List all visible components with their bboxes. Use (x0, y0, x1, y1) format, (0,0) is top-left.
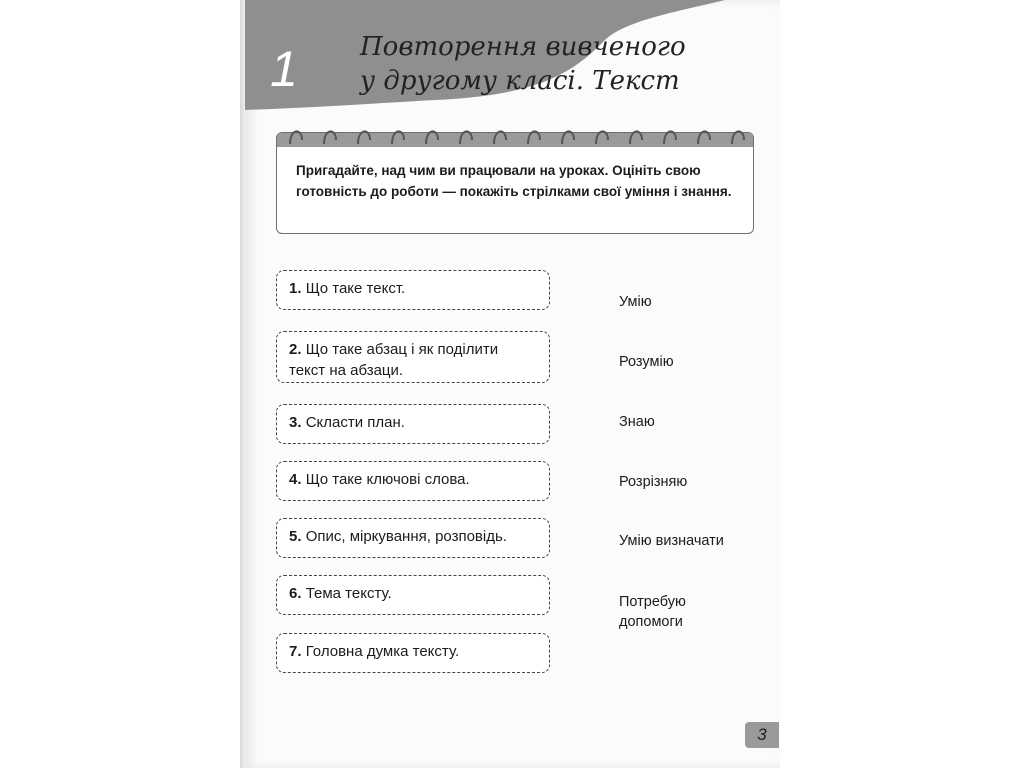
skill-label-2: Розумію (619, 354, 674, 370)
skill-label-6: Потребую допомоги (619, 594, 686, 630)
list-item-3 (276, 404, 550, 444)
item-number: 7. (289, 643, 302, 660)
skill-label-4: Розрізняю (619, 474, 688, 490)
item-number: 6. (289, 585, 302, 602)
task-instructions: Пригадайте, над чим ви працювали на уроках. Оцініть свою готовність до роботи — покажіть стрілками свої уміння і знання. (296, 163, 732, 199)
list-item-2 (276, 331, 550, 383)
skill-label-5: Умію визначати (619, 533, 724, 549)
list-item-1 (276, 270, 550, 310)
list-item-6 (276, 575, 550, 615)
page-title (360, 30, 690, 98)
item-text: Опис, міркування, розповідь. (305, 528, 507, 545)
item-text: Що таке текст. (305, 280, 406, 297)
item-number: 4. (289, 471, 302, 488)
item-text: Тема тексту. (305, 585, 392, 602)
list-item-7 (276, 633, 550, 673)
page-number: 3 (745, 722, 779, 748)
item-text: Головна думка тексту. (305, 643, 460, 660)
spiral-rings-icon (276, 118, 752, 148)
list-item-4 (276, 461, 550, 501)
item-number: 1. (289, 280, 302, 297)
item-text: Скласти план. (305, 414, 405, 431)
title-line-2: у другому класі. Текст (360, 66, 680, 96)
title-line-1: Повторення вивченого (360, 32, 686, 62)
item-number: 3. (289, 414, 302, 431)
item-text: Що таке абзац і як поділити текст на абзаци. (289, 341, 499, 379)
item-text: Що таке ключові слова. (305, 471, 470, 488)
item-number: 2. (289, 341, 302, 358)
unit-number: 1 (270, 41, 298, 97)
skill-label-1: Умію (619, 294, 652, 310)
skill-label-3: Знаю (619, 414, 655, 430)
item-number: 5. (289, 528, 302, 545)
list-item-5 (276, 518, 550, 558)
